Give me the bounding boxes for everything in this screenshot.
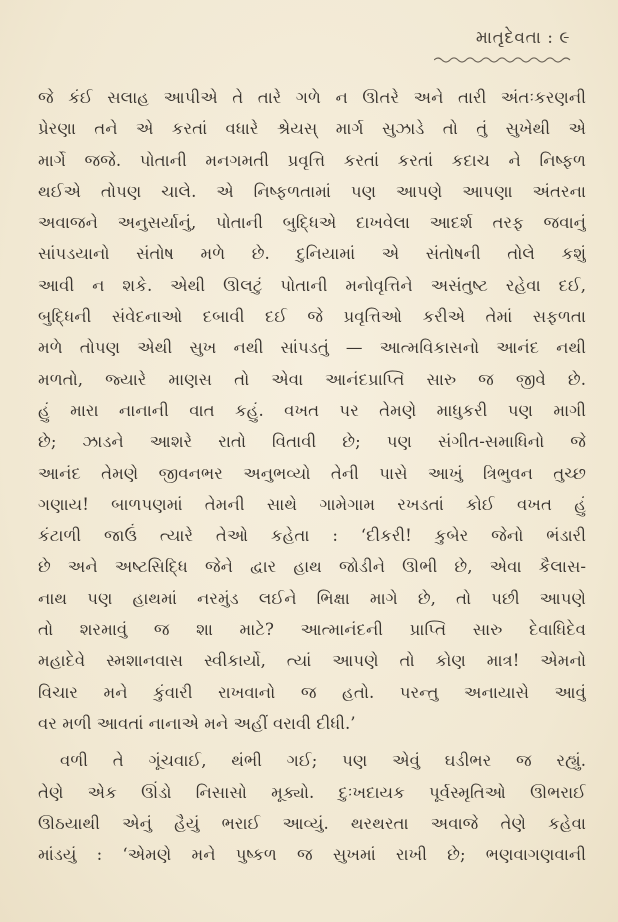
text-line: મહાદેવે સ્મશાનવાસ સ્વીકાર્યો, ત્યાં આપણે તો કોણ માત્ર! એમનો [38,651,586,671]
text-line: માર્ગે જજે. પોતાની મનગમતી પ્રવૃત્તિ કરતાં કરતાં કદાચ ને નિષ્ફળ [38,150,586,170]
text-line: છે અને અષ્ટસિદ્ધિ જેને દ્વાર હાથ જોડીને ઊભી છે, એવા કૈલાસ- [38,557,586,577]
text-line: હું મારા નાનાની વાત કહું. વખત પર તેમણે માધુકરી પણ માગી [38,400,586,420]
text-line: તેણે એક ઊંડો નિસાસો મૂક્યો. દુઃખદાયક પૂર્વસ્મૃતિઓ ઊભરાઈ [38,782,586,802]
text-line: છે; ઝાડને આશરે રાતો વિતાવી છે; પણ સંગીત-સમાધિનો જે [38,432,586,452]
text-line: સાંપડયાનો સંતોષ મળે છે. દુનિયામાં એ સંતોષની તોલે કશું [38,244,586,264]
text-line: કંટાળી જાઉં ત્યારે તેઓ કહેતા : ‘દીકરી! કુબેર જેનો ભંડારી [38,526,586,546]
paragraph-1 [38,82,586,739]
text-line: મળતો, જ્યારે માણસ તો એવા આનંદપ્રાપ્તિ સારુ જ જીવે છે. [38,369,586,389]
text-line-indented: વળી તે ગૂંચવાઈ, થંભી ગઈ; પણ એવું ઘડીભર જ રહ્યું. [60,751,586,771]
text-line: આનંદ તેમણે જીવનભર અનુભવ્યો તેની પાસે આખું ત્રિભુવન તુચ્છ [38,463,586,483]
running-header: માતૃદેવતા : ૯ [475,28,570,48]
text-line: ગણાય! બાળપણમાં તેમની સાથે ગામેગામ રખડતાં કોઈ વખત હું [38,494,586,514]
text-line: ઊઠયાથી એનું હૈયું ભરાઈ આવ્યું. થરથરતા અવાજે તેણે કહેવા [38,813,586,833]
text-line: અવાજને અનુસર્યાનું, પોતાની બુદ્ધિએ દાખવેલા આદર્શ તરફ જવાનું [38,213,586,233]
text-line: જે કંઈ સલાહ આપીએ તે તારે ગળે ન ઊતરે અને તારી અંતઃકરણની [38,88,586,107]
text-line: વિચાર મને કુંવારી રાખવાનો જ હતો. પરન્તુ અનાયાસે આવું [38,682,586,702]
text-line: તો શરમાવું જ શા માટે? આત્માનંદની પ્રાપ્તિ સારુ દેવાધિદેવ [38,620,586,640]
text-line: મળે તોપણ એથી સુખ નથી સાંપડતું — આત્મવિકાસનો આનંદ નથી [38,338,586,358]
body-text [38,82,586,870]
text-line: નાથ પણ હાથમાં નરમુંડ લઈને ભિક્ષા માગે છે, તો પછી આપણે [38,588,586,608]
text-line: આવી ન શકે. એથી ઊલટું પોતાની મનોવૃત્તિને અસંતુષ્ટ રહેવા દઈ, [38,275,586,295]
text-line: થઈએ તોપણ ચાલે. એ નિષ્ફળતામાં પણ આપણે આપણા અંતરના [38,181,586,201]
text-line: બુદ્ધિની સંવેદનાઓ દબાવી દઈ જે પ્રવૃત્તિઓ કરીએ તેમાં સફળતા [38,307,586,327]
header-rule [434,56,572,64]
text-line: પ્રેરણા તને એ કરતાં વધારે શ્રેયસ્ માર્ગ સુઝાડે તો તું સુખેથી એ [38,119,586,139]
text-line-last: વર મળી આવતાં નાનાએ મને અહીં વરાવી દીધી.’ [38,713,356,733]
paragraph-2 [38,745,586,870]
text-line: માંડયું : ‘એમણે મને પુષ્કળ જ સુખમાં રાખી છે; ભણવાગણવાની [38,845,586,865]
